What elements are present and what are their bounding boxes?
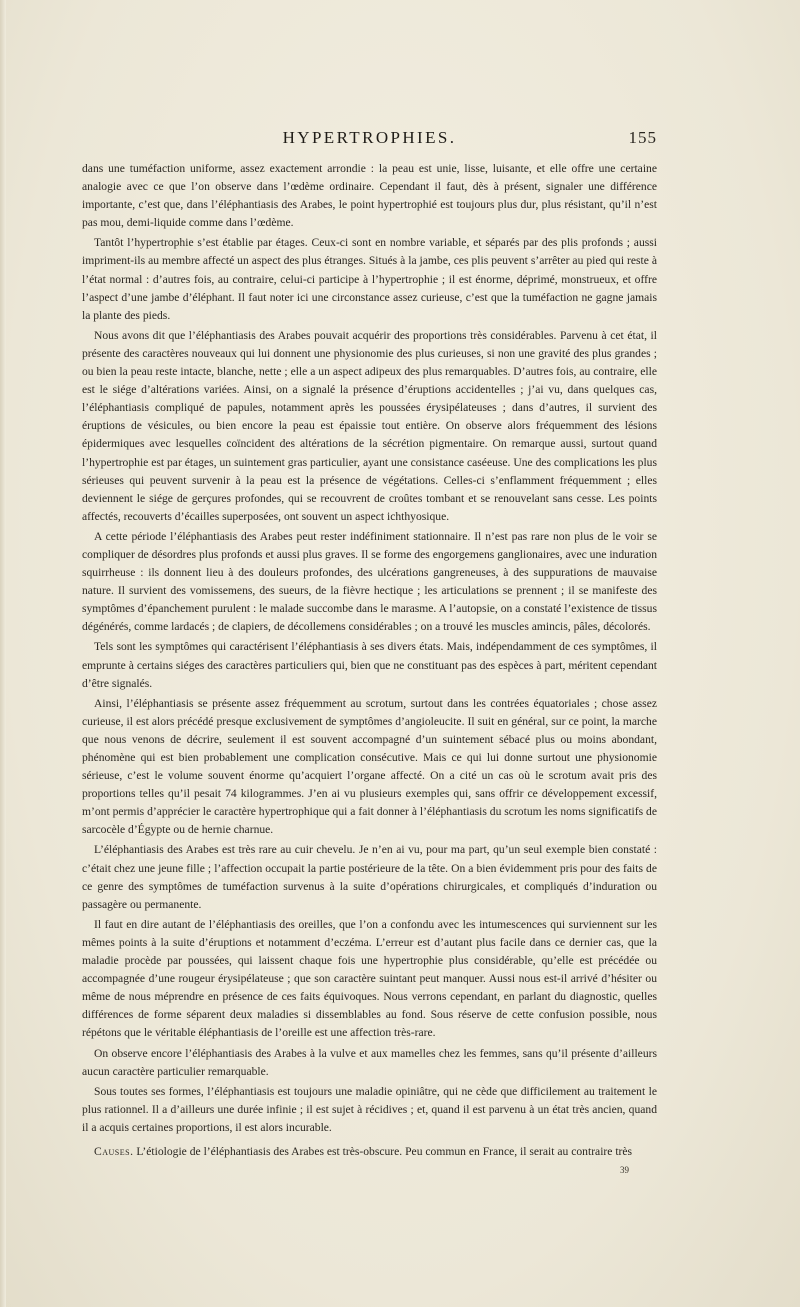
paragraph: Ainsi, l’éléphantiasis se présente assez fréquemment au scrotum, surtout dans les contrées équatoriales ; chose assez curieuse, il est alors précédé presque exclusivement de symptômes d’angioleucite. Il suit en général, sur ce point, la marche que nous venons de décrire, seulement il est souvent accompagné d’un suintement sébacé plus ou moins abondant, phénomène qui est bien probablement une complication consécutive. Mais ce qui lui donne surtout une physionomie sérieuse, c’est le volume souvent énorme qu’acquiert l’organe affecté. On a cité un cas où le scrotum avait pris des proportions telles qu’il pesait 74 kilogrammes. J’en ai vu plusieurs exemples qui, sans offrir ce développement excessif, m’ont permis d’apprécier le caractère hypertrophique qui a fait donner à l’éléphantiasis du scrotum les noms significatifs de sarcocèle d’Égypte ou de hernie charnue. (82, 696, 657, 837)
paragraph: Tantôt l’hypertrophie s’est établie par étages. Ceux-ci sont en nombre variable, et séparés par des plis profonds ; aussi impriment-ils au membre affecté un aspect des plus étranges. Situés à la jambe, ces plis peuvent s’arrêter au pied qui reste à l’état normal : d’autres fois, au contraire, celui-ci participe à l’hypertrophie ; il est énorme, déprimé, monstrueux, et offre l’aspect d’une jambe d’éléphant. Il faut noter ici une circonstance assez curieuse, c’est que la tuméfaction ne gagne jamais la plante des pieds. (82, 236, 657, 322)
paragraph: Sous toutes ses formes, l’éléphantiasis est toujours une maladie opiniâtre, qui ne cède que difficilement au traitement le plus rationnel. Il a d’ailleurs une durée infinie ; il est sujet à récidives ; et, quand il est parvenu à un état très ancien, quand il a acquis certaines proportions, il est alors incurable. (82, 1084, 657, 1134)
paragraph: dans une tuméfaction uniforme, assez exactement arrondie : la peau est unie, lisse, luisante, et elle offre une certaine analogie avec ce que l’on observe dans l’œdème ordinaire. Cependant il faut, dès à présent, signaler une différence importante, c’est que, dans l’éléphantiasis des Arabes, le point hypertrophié est toujours plus dur, plus résistant, qu’il n’est pas mou, demi-liquide comme dans l’œdème. (82, 162, 657, 230)
page-edge-shadow (0, 0, 6, 1307)
causes-paragraph (82, 1143, 657, 1161)
paragraph: Il faut en dire autant de l’éléphantiasis des oreilles, que l’on a confondu avec les intumescences qui surviennent sur les mêmes points à la suite d’éruptions et notamment d’eczéma. L’erreur est d’autant plus facile dans ce dernier cas, que la maladie procède par poussées, qui laissent chaque fois une hypertrophie plus considérable, qu’elle est précédée ou accompagnée d’une rougeur érysipélateuse ; que son caractère suintant peut manquer. Aussi nous est-il arrivé d’hésiter ou même de nous méprendre en présence de ces faits équivoques. Nous verrons cependant, en parlant du diagnostic, quelles différences de forme séparent deux maladies si dissemblables au fond. Sous réserve de cette confusion possible, nous répétons que le véritable éléphantiasis de l’oreille est une affection très-rare. (82, 917, 657, 1040)
running-title: HYPERTROPHIES. (282, 128, 457, 147)
signature-mark: 39 (620, 1165, 629, 1175)
paragraph: L’éléphantiasis des Arabes est très rare au cuir chevelu. Je n’en ai vu, pour ma part, qu’un seul exemple bien constaté : c’était chez une jeune fille ; l’affection occupait la partie postérieure de la tête. On a bien évidemment pris pour des faits de ce genre des symptômes de tuméfaction survenus à la suite d’opérations chirurgicales, et compliqués d’induration ou passagère ou permanente. (82, 843, 657, 911)
paragraph: A cette période l’éléphantiasis des Arabes peut rester indéfiniment stationnaire. Il n’est pas rare non plus de le voir se compliquer de désordres plus profonds et aussi plus graves. Il se forme des engorgemens ganglionaires, avec une induration squirrheuse : ils donnent lieu à des douleurs profondes, des ulcérations gangreneuses, à des suppurations de mauvaise nature. Il survient des vomissemens, des sueurs, de la fièvre hectique ; les articulations se prennent ; il se manifeste des symptômes d’épanchement purulent : le malade succombe dans le marasme. A l’autopsie, on a constaté l’existence de tissus dégénérés, comme lardacés ; de clapiers, de décollemens considérables ; on a trouvé les muscles amincis, pâles, décolorés. (82, 529, 657, 634)
page-header (82, 128, 657, 152)
page-number: 155 (628, 128, 657, 147)
causes-label: Causes. (94, 1144, 134, 1158)
body-text (82, 160, 657, 1163)
paragraph: Nous avons dit que l’éléphantiasis des Arabes pouvait acquérir des proportions très considérables. Parvenu à cet état, il présente des caractères nouveaux qui lui donnent une physionomie des plus curieuses, si non une gravité des plus grandes ; ou bien la peau reste intacte, blanche, nette ; elle a un aspect adipeux des plus remarquables. D’autres fois, au contraire, elle est le siége d’altérations variées. Ainsi, on a signalé la présence d’éruptions accidentelles ; j’ai vu, dans quelques cas, l’éléphantiasis compliqué de papules, notamment après les poussées érysipélateuses ; dans d’autres, il survient des éruptions de vésicules, ou bien encore la peau est épaissie tout entière. On observe alors fréquemment des lésions épidermiques avec lesquelles coïncident des altérations de la sécrétion pigmentaire. On remarque aussi, surtout quand l’hypertrophie est par étages, un suintement gras particulier, ayant une consistance caséeuse. Une des complications les plus sérieuses qui peuvent survenir à la peau est la présence de végétations. Celles-ci s’enflamment fréquemment ; elles deviennent le siége de gerçures profondes, qui se recouvrent de croûtes tombant et se renouvelant sans cesse. Les points affectés, recouverts d’écailles superposées, ont souvent un aspect ichthyosique. (82, 328, 657, 523)
paragraph: Tels sont les symptômes qui caractérisent l’éléphantiasis à ses divers états. Mais, indépendamment de ces symptômes, il emprunte à certains siéges des caractères particuliers qui, bien que ne constituant pas des espèces à part, méritent cependant d’être signalés. (82, 640, 657, 690)
paragraph: On observe encore l’éléphantiasis des Arabes à la vulve et aux mamelles chez les femmes, sans qu’il présente d’ailleurs aucun caractère particulier remarquable. (82, 1046, 657, 1078)
causes-text: L’étiologie de l’éléphantiasis des Arabes est très-obscure. Peu commun en France, il serait au contraire très (133, 1144, 633, 1158)
